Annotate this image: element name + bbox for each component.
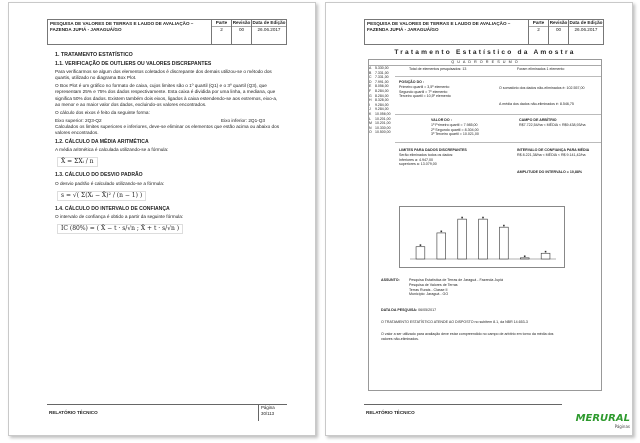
chart-point-marker bbox=[482, 217, 484, 219]
divider bbox=[395, 142, 601, 143]
assunto-lines bbox=[409, 278, 503, 297]
assunto-line: Município: Jaraguá - GO bbox=[409, 292, 449, 297]
bar-chart-svg bbox=[400, 207, 564, 267]
sample-letter: F bbox=[369, 88, 372, 93]
chart-point-marker bbox=[524, 255, 526, 257]
section-heading: 1. TRATAMENTO ESTATÍSTICO bbox=[55, 52, 133, 58]
intervalo-block: INTERVALO DE CONFIANÇA PARA MÉDIA R$ 8.221,38/ha < MÉDIA < R$ 9.141,42/ha bbox=[517, 148, 590, 157]
sample-letter: D bbox=[369, 79, 372, 84]
paragraph: O cálculo dos eixos é feito da seguinte forma: bbox=[55, 109, 150, 115]
sample-value: 5.330,00 bbox=[375, 66, 389, 70]
sample-value: 7.331,00 bbox=[375, 70, 389, 75]
sample-value: 8.284,00 bbox=[375, 88, 389, 93]
sample-letter: G bbox=[369, 93, 372, 98]
chart-bar bbox=[437, 233, 446, 259]
amplitude: AMPLITUDE DO INTERVALO = 10,88% bbox=[517, 170, 583, 174]
eixo-superior: Eixo superior: 2Q3-Q2 bbox=[55, 117, 102, 123]
campo-arbitrio: CAMPO DE ARBÍTRIO R$7.722,54/ha < MÉDIA < R$9.438,93/ha bbox=[519, 118, 586, 127]
somatorio: O somatório dos dados não-eliminados é: 102.557,00 bbox=[499, 86, 585, 90]
footer-label: RELATÓRIO TÉCNICO bbox=[49, 410, 98, 415]
sample-value: 7.991,00 bbox=[375, 79, 389, 84]
statistics-sheet bbox=[368, 59, 602, 391]
total-elements: Total de elementos pesquisados: 13 bbox=[409, 67, 467, 71]
sample-value: 8.328,00 bbox=[375, 98, 389, 103]
sample-value: 9.284,00 bbox=[375, 102, 389, 107]
tratamento-note: O TRATAMENTO ESTATÍSTICO ATENDE AO DISPOSTO no subitem 8.1, da NBR 14.653-3 bbox=[381, 320, 528, 324]
assunto-line: Terras Rurais - Classe II bbox=[409, 287, 448, 292]
header-title: PESQUISA DE VALORES DE TERRAS E LAUDO DE AVALIAÇÃO – FAZENDA JUPIÁ - JARAGUÁ/GO bbox=[47, 19, 212, 45]
chart-bar bbox=[416, 247, 425, 259]
posicao-block: POSIÇÃO DO : Primeiro quartil = 3,5º elemento Segundo quartil = 7º elemento Terceiro quartil = 10,5º elemento bbox=[399, 80, 451, 99]
paragraph: O Box Plot é um gráfico no formato de caixa, cujos limites são o 1º quartil (Q1) e o 3º quartil (Q3), que representam 25% e 75% dos dados respectivamente. Esta caixa é dividida por uma linha, a mediana, que significa 50% dos dados. Existem também dois eixos, ligados à caixa estendendo-se aos extremos, eixo-a, ao menor e ao maior valor dos dados, excluindo-os valores encontrados. bbox=[55, 83, 278, 107]
formula-ic: IC (80%) = ( X̄ − t · s/√n ; X̄ + t · s/√n ) bbox=[57, 224, 183, 234]
sample-letter: E bbox=[369, 84, 372, 89]
sample-value: 10.330,00 bbox=[375, 125, 391, 130]
sample-value: 7.331,00 bbox=[375, 75, 389, 80]
paragraph: O desvio padrão é calculado utilizando-se a fórmula: bbox=[55, 180, 165, 186]
eixo-inferior: Eixo inferior: 2Q1-Q3 bbox=[220, 117, 265, 123]
chart-bar bbox=[458, 219, 467, 259]
sample-values-list bbox=[369, 66, 395, 135]
subsection-heading: 1.1. VERIFICAÇÃO DE OUTLIERS OU VALORES DISCREPANTES bbox=[55, 61, 212, 68]
subsection-heading: 1.2. CÁLCULO DA MÉDIA ARITMÉTICA bbox=[55, 139, 149, 146]
chart-point-marker bbox=[545, 251, 547, 253]
chart-point-marker bbox=[461, 217, 463, 219]
sample-value-row bbox=[369, 130, 395, 135]
page-number: Página 30/113 bbox=[258, 405, 287, 421]
header-revisao: Revisão 00 bbox=[549, 19, 569, 45]
chart-bar bbox=[479, 219, 488, 259]
chart-point-marker bbox=[420, 244, 422, 246]
chart-point-marker bbox=[440, 231, 442, 233]
header-parte: Parte 2 bbox=[529, 19, 549, 45]
sheet-title: Tratamento Estatístico da Amostra bbox=[394, 49, 576, 56]
bar-chart bbox=[399, 206, 565, 268]
sample-value: 8.056,00 bbox=[375, 84, 389, 89]
sample-value: 8.284,00 bbox=[375, 93, 389, 98]
header-parte: Parte 2 bbox=[212, 19, 232, 45]
chart-bar bbox=[541, 253, 550, 259]
sample-letter: C bbox=[369, 75, 372, 80]
quadro-resumo-label: Q U A D R O R E S U M O bbox=[369, 60, 601, 66]
sample-value: 10.056,00 bbox=[375, 111, 391, 116]
chart-point-marker bbox=[503, 225, 505, 227]
sample-value: 10.201,00 bbox=[375, 116, 391, 121]
header-data: Data de Edição 26.06.2017 bbox=[252, 19, 287, 45]
limites-block: LIMITES PARA DADOS DISCREPANTES Serão eliminados todos os dados: Inferiores a: 4.947,00 superiores a: 13.079,00 bbox=[399, 148, 467, 167]
sample-value: 9.284,00 bbox=[375, 107, 389, 112]
subsection-heading: 1.4. CÁLCULO DO INTERVALO DE CONFIANÇA bbox=[55, 205, 170, 212]
divider bbox=[395, 114, 601, 115]
paragraph: Para verificarmos se algum dos elementos coletados é discrepante dos demais utilizou-se o método dos quartis, utilizado no diagrama Box Plot. bbox=[55, 69, 272, 81]
valor-block: VALOR DO : 1º Primeiro quartil = 7.985,00 2º Segundo quartil = 8.304,00 3º Terceiro quartil = 10.021,00 bbox=[431, 118, 479, 137]
page-body bbox=[55, 49, 283, 236]
paragraph: A média aritmética é calculada utilizando-se a fórmula: bbox=[55, 147, 169, 153]
sample-letter: K bbox=[369, 111, 372, 116]
subsection-heading: 1.3. CÁLCULO DO DESVIO PADRÃO bbox=[55, 172, 143, 179]
valor-final-note: O valor a ser utilizado para avaliação deve estar compreendido no campo de arbítrio em torno da média dos valores não-eliminados. bbox=[381, 332, 554, 341]
sample-letter: H bbox=[369, 98, 372, 103]
document-page-left bbox=[8, 2, 316, 436]
header-title: PESQUISA DE VALORES DE TERRAS E LAUDO DE AVALIAÇÃO – FAZENDA JUPIÁ - JARAGUÁ/GO bbox=[364, 19, 529, 45]
header-revisao: Revisão 00 bbox=[232, 19, 252, 45]
page-footer bbox=[364, 404, 562, 421]
assunto-line: Pesquisa Estatística de Terras de Jaraguá - Fazenda Jupiá bbox=[409, 278, 504, 282]
assunto-line: Pesquisa de Valores de Terras bbox=[409, 282, 458, 287]
paragraph: Calculados os limites superiores e inferiores, deve-se eliminar os elementos que estão acima ou abaixo dos valores encontrados. bbox=[55, 123, 280, 136]
header-data: Data de Edição 26.06.2017 bbox=[569, 19, 604, 45]
page-header bbox=[364, 19, 604, 45]
sample-value: 10.500,00 bbox=[375, 130, 391, 135]
sample-value: 10.201,00 bbox=[375, 121, 391, 126]
footer-label: RELATÓRIO TÉCNICO bbox=[366, 410, 415, 415]
page-footer bbox=[47, 404, 287, 421]
sample-letter: N bbox=[369, 125, 372, 130]
sample-letter: M bbox=[369, 121, 372, 126]
sample-letter: I bbox=[369, 102, 370, 107]
chart-bar bbox=[520, 258, 529, 259]
sample-letter: O bbox=[369, 130, 372, 135]
formula-media: X̄ = ΣXᵢ / n bbox=[57, 157, 98, 167]
assunto-label: ASSUNTO: bbox=[381, 278, 400, 282]
sample-letter: L bbox=[369, 116, 371, 121]
eliminated-count: Foram eliminados 1 elemento bbox=[517, 67, 565, 71]
sample-letter: B bbox=[369, 70, 372, 75]
page-header bbox=[47, 19, 287, 45]
merural-logo: MERURAL Páginas bbox=[575, 413, 630, 429]
sample-letter: A bbox=[369, 66, 372, 70]
divider bbox=[395, 76, 601, 77]
chart-bar bbox=[499, 227, 508, 259]
formula-desvio: s = √( Σ(Xᵢ − X̄)² / (n − 1) ) bbox=[57, 191, 146, 201]
sample-letter: J bbox=[369, 107, 371, 112]
paragraph: O intervalo de confiança é obtido a partir da seguinte fórmula: bbox=[55, 213, 184, 219]
document-page-right bbox=[325, 2, 633, 436]
data-pesquisa: DATA DA PESQUISA: 06/05/2017 bbox=[381, 308, 437, 312]
media: A média dos dados não-eliminados é: 8.546,75 bbox=[499, 102, 574, 106]
